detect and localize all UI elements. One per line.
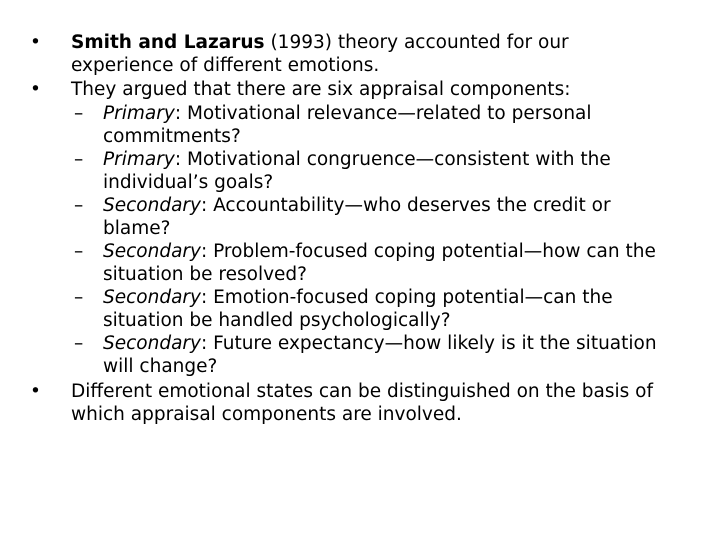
sub-bullet-item [30, 148, 683, 194]
sub-bullet-text: : Emotion-focused coping potential—can the situation be handled psychologically? [103, 287, 613, 331]
sub-bullet-label: Secondary [103, 195, 201, 216]
sub-bullet-label: Primary [103, 149, 175, 170]
sub-bullet-marker: – [74, 241, 84, 262]
sub-bullet-label: Secondary [103, 241, 201, 262]
sub-bullet-list [30, 102, 710, 378]
sub-bullet-item [30, 286, 668, 332]
bullet-marker: • [30, 381, 41, 402]
sub-bullet-item [30, 240, 673, 286]
bullet-marker: • [30, 79, 41, 100]
sub-bullet-text: : Motivational congruence—consistent with the individual’s goals? [103, 149, 611, 193]
bullet-text: (1993) theory accounted for our experience of different emotions. [71, 32, 569, 76]
sub-bullet-item [30, 332, 663, 378]
sub-bullet-marker: – [74, 149, 84, 170]
sub-bullet-marker: – [74, 195, 84, 216]
sub-bullet-text: : Future expectancy—how likely is it the situation will change? [103, 333, 657, 377]
bullet-item [30, 78, 710, 101]
sub-bullet-label: Primary [103, 103, 175, 124]
bullet-list [30, 31, 710, 427]
bullet-bold-text: Smith and Lazarus [71, 32, 265, 53]
sub-bullet-text: : Motivational relevance—related to personal commitments? [103, 103, 592, 147]
bullet-item [30, 380, 711, 426]
sub-bullet-text: : Problem-focused coping potential—how can the situation be resolved? [103, 241, 656, 285]
bullet-text: They argued that there are six appraisal components: [71, 79, 571, 100]
sub-bullet-marker: – [74, 103, 84, 124]
sub-bullet-text: : Accountability—who deserves the credit or blame? [103, 195, 611, 239]
bullet-item [30, 31, 616, 77]
bullet-text: Different emotional states can be distinguished on the basis of which appraisal components are involved. [71, 381, 653, 425]
bullet-marker: • [30, 32, 41, 53]
sub-bullet-label: Secondary [103, 287, 201, 308]
sub-bullet-item [30, 102, 663, 148]
sub-bullet-item [30, 194, 663, 240]
sub-bullet-marker: – [74, 287, 84, 308]
sub-bullet-label: Secondary [103, 333, 201, 354]
sub-bullet-marker: – [74, 333, 84, 354]
